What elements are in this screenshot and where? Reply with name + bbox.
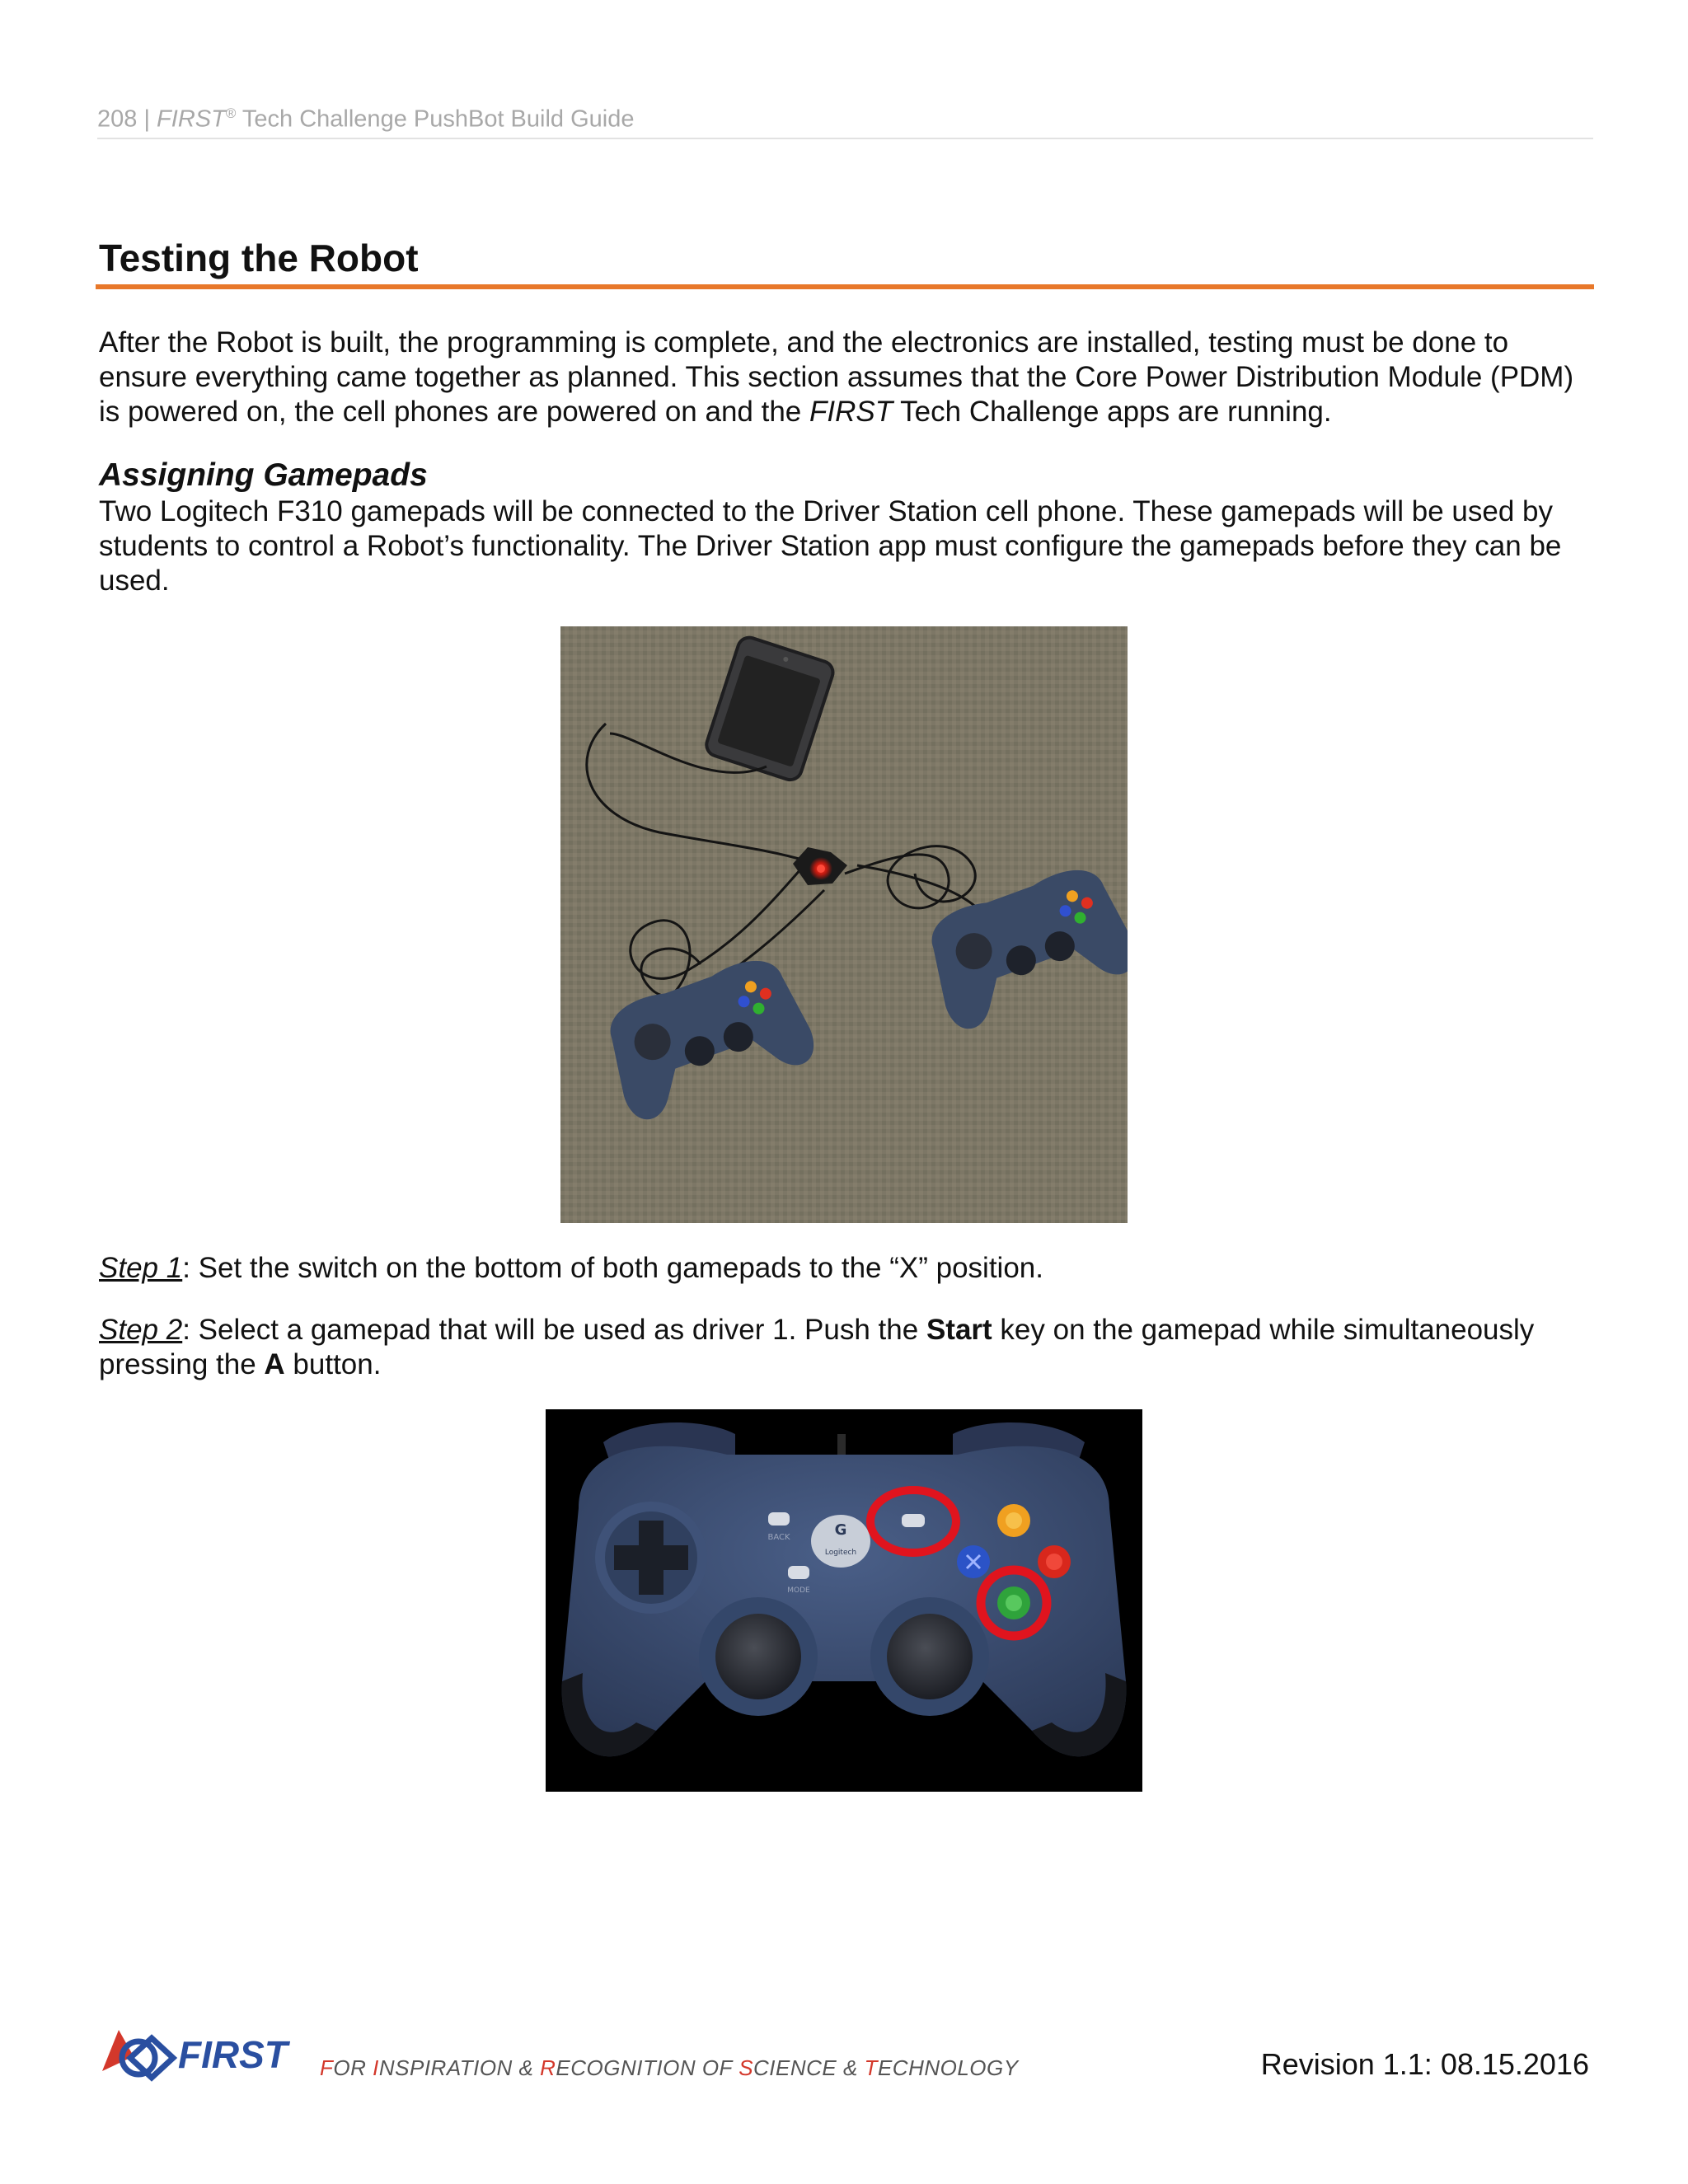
step-2-text-a: : Select a gamepad that will be used as driver 1. Push the bbox=[182, 1314, 926, 1346]
intro-text-a: After the Robot is built, the programming is complete, and the electronics are installed, testing must be done to ensure everything came together as planned. This section assumes that the Core Power Distribution Module (PDM) is powered on, the cell phones are powered on and the bbox=[99, 326, 1574, 428]
back-label: BACK bbox=[767, 1533, 790, 1542]
mode-button[interactable] bbox=[788, 1566, 809, 1579]
revision-label: Revision 1.1: 08.15.2016 bbox=[1260, 2047, 1589, 2081]
tagline-cap-r: R bbox=[540, 2055, 556, 2080]
tagline-cap-f: F bbox=[320, 2055, 334, 2080]
first-tagline bbox=[320, 2055, 1019, 2081]
header-guide-title: Tech Challenge PushBot Build Guide bbox=[241, 105, 635, 133]
a-button-label: A bbox=[264, 1348, 285, 1380]
intro-paragraph bbox=[99, 326, 1591, 429]
gamepad-closeup-photo bbox=[546, 1409, 1142, 1792]
step-1-text: : Set the switch on the bottom of both gamepads to the “X” position. bbox=[182, 1252, 1043, 1284]
right-stick-icon bbox=[870, 1597, 989, 1716]
left-stick-icon bbox=[699, 1597, 818, 1716]
header-page-number: 208 | bbox=[97, 105, 150, 133]
header-registered-mark: ® bbox=[225, 105, 237, 121]
tagline-word-recognition: ECOGNITION OF bbox=[556, 2055, 739, 2080]
section-title: Testing the Robot bbox=[99, 237, 419, 279]
title-divider bbox=[96, 284, 1594, 289]
mode-label: MODE bbox=[787, 1586, 810, 1595]
tagline-word-for: OR bbox=[333, 2055, 373, 2080]
step-2 bbox=[99, 1313, 1591, 1382]
tagline-word-inspiration: NSPIRATION & bbox=[378, 2055, 541, 2080]
gamepads-heading: Assigning Gamepads bbox=[99, 457, 428, 493]
header-brand: FIRST bbox=[157, 105, 226, 133]
step-2-text-c: button. bbox=[284, 1348, 382, 1380]
logo-wordmark: FIRST bbox=[178, 2033, 288, 2076]
gamepads-setup-photo bbox=[560, 626, 1128, 1223]
logitech-label: Logitech bbox=[824, 1549, 857, 1557]
tagline-cap-i: I bbox=[373, 2055, 379, 2080]
tagline-word-technology: ECHNOLOGY bbox=[877, 2055, 1019, 2080]
step-1 bbox=[99, 1251, 1591, 1286]
svg-text:G: G bbox=[834, 1521, 847, 1539]
step-2-text-b: key on the gamepad while simultaneously pressing the bbox=[99, 1314, 1535, 1380]
dpad-icon bbox=[595, 1502, 707, 1614]
logitech-badge bbox=[811, 1515, 870, 1568]
gamepads-paragraph: Two Logitech F310 gamepads will be connected to the Driver Station cell phone. These gamepads will be used by students to control a Robot’s functionality. The Driver Station app must configure the gamepads before they can be used. bbox=[99, 495, 1562, 597]
logo-triangle bbox=[102, 2030, 134, 2071]
step-2-label: Step 2 bbox=[99, 1314, 183, 1346]
tagline-cap-t: T bbox=[864, 2055, 878, 2080]
start-key-label: Start bbox=[926, 1314, 992, 1346]
intro-text-b: Tech Challenge apps are running. bbox=[893, 396, 1332, 428]
back-button[interactable] bbox=[768, 1512, 790, 1526]
intro-brand: FIRST bbox=[809, 396, 893, 428]
step-1-label: Step 1 bbox=[99, 1252, 183, 1284]
start-button[interactable] bbox=[902, 1514, 925, 1527]
running-header bbox=[97, 97, 1593, 139]
first-logo bbox=[99, 2023, 313, 2089]
tagline-word-science: CIENCE & bbox=[753, 2055, 865, 2080]
tagline-cap-s: S bbox=[738, 2055, 754, 2080]
